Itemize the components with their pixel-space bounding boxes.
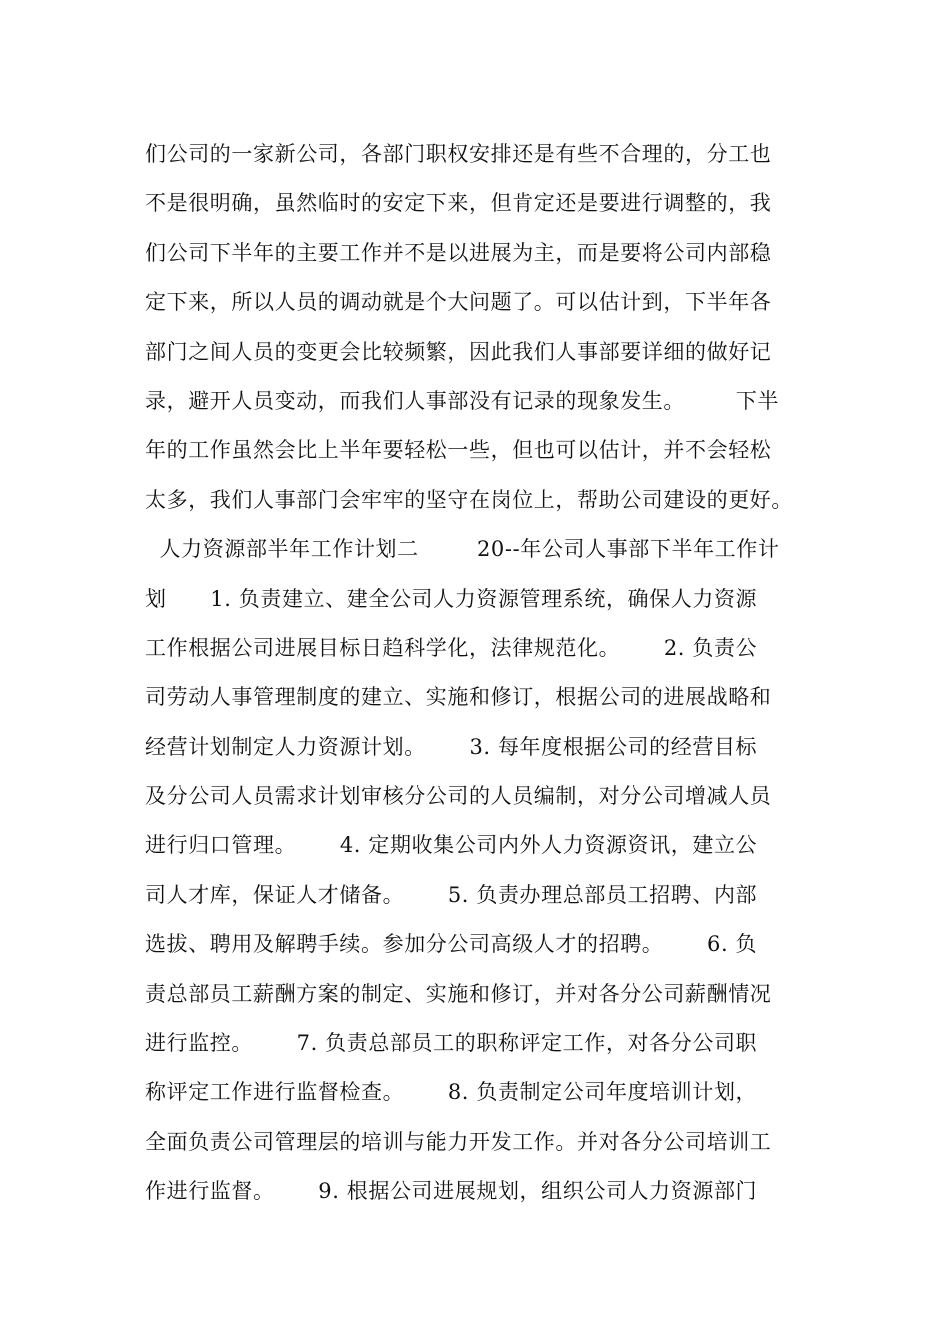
- text-line: 称评定工作进行监督检查。 8. 负责制定公司年度培训计划，: [145, 1080, 758, 1105]
- text-line: 责总部员工薪酬方案的制定、实施和修订，并对各分公司薪酬情况: [145, 981, 772, 1006]
- text-line: 工作根据公司进展目标日趋科学化，法律规范化。 2. 负责公: [145, 635, 758, 660]
- text-line: 司劳动人事管理制度的建立、实施和修订，根据公司的进展战略和: [145, 685, 772, 710]
- text-line: 全面负责公司管理层的培训与能力开发工作。并对各分公司培训工: [145, 1129, 772, 1154]
- text-line: 选拔、聘用及解聘手续。参加分公司高级人才的招聘。 6. 负: [145, 932, 758, 957]
- text-line: 司人才库，保证人才储备。 5. 负责办理总部员工招聘、内部: [145, 882, 758, 907]
- text-line: 年的工作虽然会比上半年要轻松一些，但也可以估计，并不会轻松: [145, 438, 772, 463]
- body-text: [145, 130, 825, 1217]
- text-line: 们公司下半年的主要工作并不是以进展为主，而是要将公司内部稳: [145, 240, 772, 265]
- text-line: 及分公司人员需求计划审核分公司的人员编制，对分公司增减人员: [145, 784, 772, 809]
- text-line: 太多，我们人事部门会牢牢的坚守在岗位上，帮助公司建设的更好。: [145, 487, 793, 512]
- text-line: 进行监控。 7. 负责总部员工的职称评定工作，对各分公司职: [145, 1031, 758, 1056]
- text-line: 们公司的一家新公司，各部门职权安排还是有些不合理的，分工也: [145, 142, 772, 166]
- text-line: 定下来，所以人员的调动就是个大问题了。可以估计到，下半年各: [145, 290, 772, 315]
- text-line: 进行归口管理。 4. 定期收集公司内外人力资源资讯，建立公: [145, 833, 758, 858]
- text-line: 部门之间人员的变更会比较频繁，因此我们人事部要详细的做好记: [145, 339, 772, 364]
- text-line: 经营计划制定人力资源计划。 3. 每年度根据公司的经营目标: [145, 734, 758, 759]
- text-line: 人力资源部半年工作计划二 20--年公司人事部下半年工作计: [145, 537, 780, 562]
- text-line: 作进行监督。 9. 根据公司进展规划，组织公司人力资源部门: [145, 1179, 758, 1204]
- text-line: 划 1. 负责建立、建全公司人力资源管理系统，确保人力资源: [145, 586, 758, 611]
- text-line: 录，避开人员变动，而我们人事部没有记录的现象发生。 下半: [145, 388, 780, 413]
- text-line: 不是很明确，虽然临时的安定下来，但肯定还是要进行调整的，我: [145, 191, 772, 216]
